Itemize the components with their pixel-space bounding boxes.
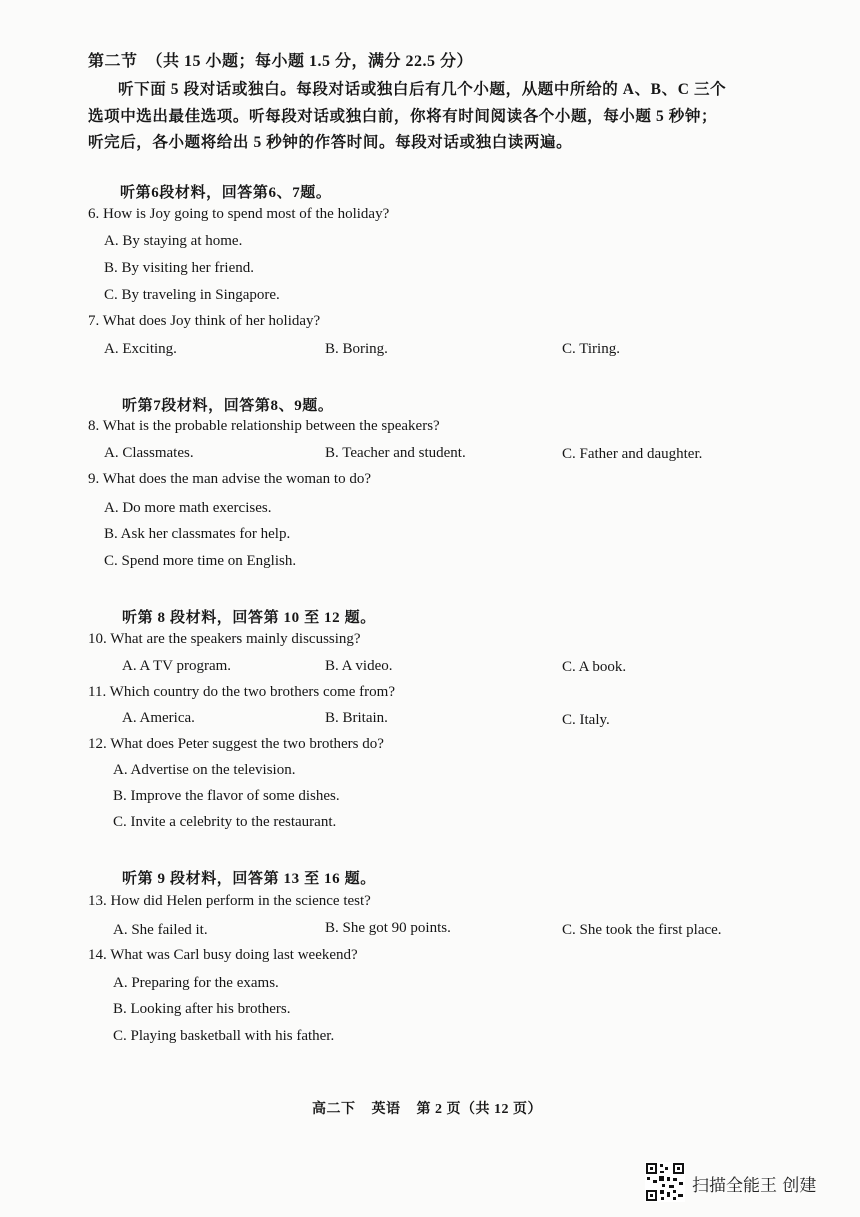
question-7-option-b: B. Boring. — [325, 341, 388, 357]
question-13-option-b: B. She got 90 points. — [325, 920, 451, 936]
question-12-option-b: B. Improve the flavor of some dishes. — [113, 788, 340, 804]
section-name: 第二节 — [88, 53, 138, 70]
question-11-option-a: A. America. — [122, 710, 195, 726]
section-scoring: （共 15 小题；每小题 1.5 分，满分 22.5 分） — [146, 53, 474, 70]
question-14-stem: 14. What was Carl busy doing last weekend? — [88, 947, 358, 963]
footer-page: 第 2 页（共 12 页） — [416, 1102, 542, 1117]
page-footer — [312, 1098, 542, 1118]
question-6-option-a: A. By staying at home. — [104, 233, 243, 249]
question-7-option-c: C. Tiring. — [562, 341, 620, 357]
group-intro-6: 听第6段材料，回答第6、7题。 — [120, 185, 332, 201]
question-13-stem: 13. How did Helen perform in the science test? — [88, 893, 371, 909]
instruction-line-2: 选项中选出最佳选项。听每段对话或独白前，你将有时间阅读各个小题，每小题 5 秒钟； — [88, 108, 718, 125]
group-intro-8: 听第 8 段材料，回答第 10 至 12 题。 — [122, 610, 376, 626]
instruction-line-3: 听完后，各小题将给出 5 秒钟的作答时间。每段对话或独白读两遍。 — [88, 134, 573, 151]
footer-subject: 英语 — [371, 1102, 401, 1117]
group-intro-9: 听第 9 段材料，回答第 13 至 16 题。 — [122, 871, 376, 887]
instruction-line-1: 听下面 5 段对话或独白。每段对话或独白后有几个小题，从题中所给的 A、B、C 三个 — [118, 81, 727, 98]
question-11-option-c: C. Italy. — [562, 712, 610, 728]
question-8-option-c: C. Father and daughter. — [562, 446, 703, 462]
question-8-stem: 8. What is the probable relationship between the speakers? — [88, 418, 440, 434]
scanner-watermark: 扫描全能王 创建 — [692, 1176, 817, 1196]
section-title — [88, 48, 473, 71]
question-9-stem: 9. What does the man advise the woman to do? — [88, 471, 371, 487]
question-8-option-b: B. Teacher and student. — [325, 445, 466, 461]
question-10-option-c: C. A book. — [562, 659, 627, 675]
question-12-option-c: C. Invite a celebrity to the restaurant. — [113, 814, 337, 830]
question-6-option-b: B. By visiting her friend. — [104, 260, 254, 276]
question-6-stem: 6. How is Joy going to spend most of the holiday? — [88, 206, 390, 222]
question-10-option-b: B. A video. — [325, 658, 393, 674]
group-intro-7: 听第7段材料，回答第8、9题。 — [122, 398, 334, 414]
question-7-option-a: A. Exciting. — [104, 341, 177, 357]
question-12-stem: 12. What does Peter suggest the two brothers do? — [88, 736, 384, 752]
question-10-option-a: A. A TV program. — [122, 658, 232, 674]
question-13-option-c: C. She took the first place. — [562, 922, 722, 938]
question-9-option-c: C. Spend more time on English. — [104, 553, 297, 569]
question-14-option-c: C. Playing basketball with his father. — [113, 1028, 335, 1044]
question-8-option-a: A. Classmates. — [104, 445, 194, 461]
question-9-option-b: B. Ask her classmates for help. — [104, 526, 291, 542]
question-6-option-c: C. By traveling in Singapore. — [104, 287, 280, 303]
qr-code-icon — [645, 1162, 685, 1202]
question-14-option-a: A. Preparing for the exams. — [113, 975, 279, 991]
question-10-stem: 10. What are the speakers mainly discussing? — [88, 631, 361, 647]
footer-grade: 高二下 — [312, 1102, 356, 1117]
question-14-option-b: B. Looking after his brothers. — [113, 1001, 291, 1017]
question-11-stem: 11. Which country do the two brothers come from? — [88, 684, 396, 700]
question-11-option-b: B. Britain. — [325, 710, 388, 726]
question-12-option-a: A. Advertise on the television. — [113, 762, 296, 778]
question-13-option-a: A. She failed it. — [113, 922, 208, 938]
question-7-stem: 7. What does Joy think of her holiday? — [88, 313, 321, 329]
question-9-option-a: A. Do more math exercises. — [104, 500, 272, 516]
